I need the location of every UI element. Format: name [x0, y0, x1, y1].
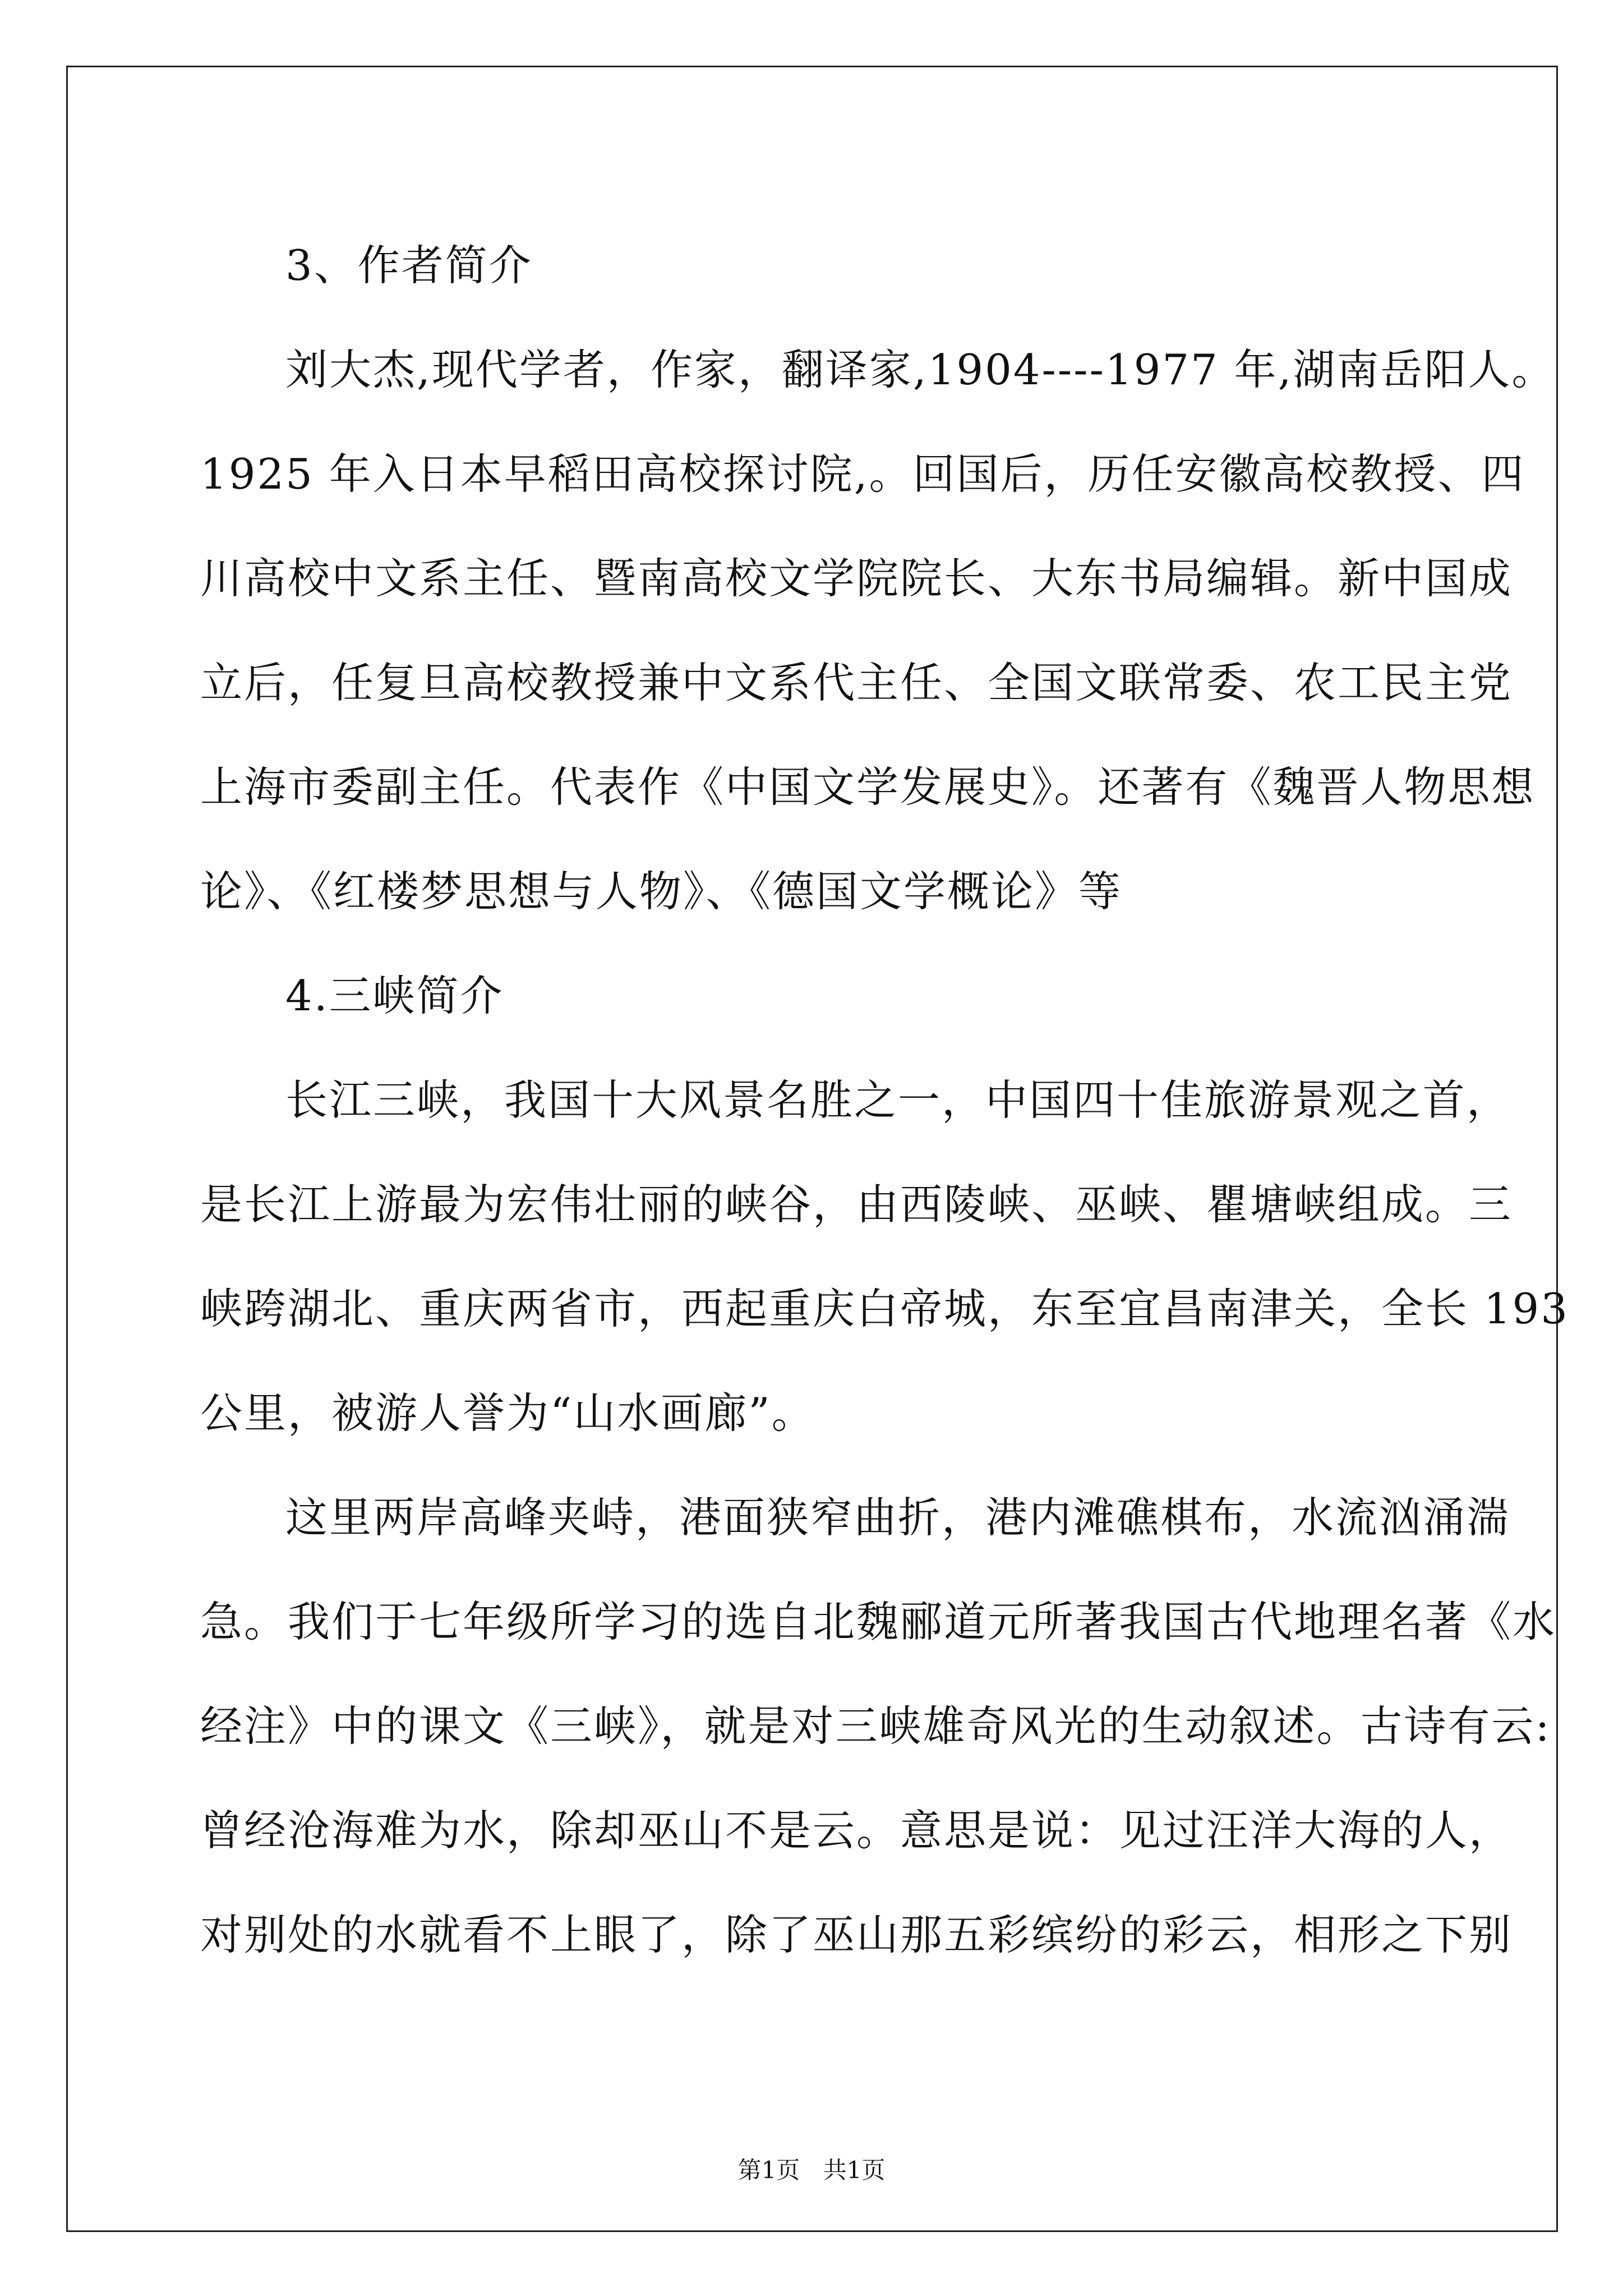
- text-line: 曾经沧海难为水，除却巫山不是云。意思是说：见过汪洋大海的人，: [200, 1806, 1513, 1855]
- text-line: 1925 年入日本早稻田高校探讨院,。回国后，历任安徽高校教授、四: [200, 449, 1525, 499]
- paragraph-author-bio: [200, 318, 1556, 944]
- text-line: 川高校中文系主任、暨南高校文学院院长、大东书局编辑。新中国成: [200, 554, 1513, 603]
- section-heading: 4.三峡简介: [285, 971, 504, 1020]
- paragraph-three-gorges-scenery: [200, 1465, 1557, 1987]
- document-body: [200, 213, 1569, 1987]
- text-line: 立后，任复旦高校教授兼中文系代主任、全国文联常委、农工民主党: [200, 658, 1513, 707]
- text-line: 这里两岸高峰夹峙，港面狭窄曲折，港内滩礁棋布，水流汹涌湍: [285, 1493, 1511, 1542]
- paragraph-three-gorges-intro: [200, 1048, 1569, 1465]
- text-line: 论》、《红楼梦思想与人物》、《德国文学概论》等: [200, 867, 1123, 916]
- page-total: 共1页: [823, 2156, 886, 2184]
- page-footer: [0, 2152, 1623, 2185]
- text-line: 上海市委副主任。代表作《中国文学发展史》。还著有《魏晋人物思想: [200, 762, 1536, 812]
- text-line: 急。我们于七年级所学习的选自北魏郦道元所著我国古代地理名著《水: [200, 1597, 1557, 1646]
- text-line: 长江三峡，我国十大风景名胜之一，中国四十佳旅游景观之首，: [285, 1075, 1511, 1125]
- text-line: 经注》中的课文《三峡》，就是对三峡雄奇风光的生动叙述。古诗有云:: [200, 1701, 1551, 1751]
- text-line: 刘大杰,现代学者，作家，翻译家,1904----1977 年,湖南岳阳人。: [285, 345, 1556, 394]
- text-line: 公里，被游人誉为“山水画廊”。: [200, 1388, 815, 1438]
- section-heading: 3、作者简介: [285, 241, 533, 290]
- text-line: 对别处的水就看不上眼了，除了巫山那五彩缤纷的彩云，相形之下别: [200, 1910, 1513, 1959]
- page-number: 第1页: [737, 2156, 800, 2184]
- text-line: 是长江上游最为宏伟壮丽的峡谷，由西陵峡、巫峡、瞿塘峡组成。三: [200, 1180, 1513, 1229]
- text-line: 峡跨湖北、重庆两省市，西起重庆白帝城，东至宜昌南津关，全长 193: [200, 1284, 1569, 1333]
